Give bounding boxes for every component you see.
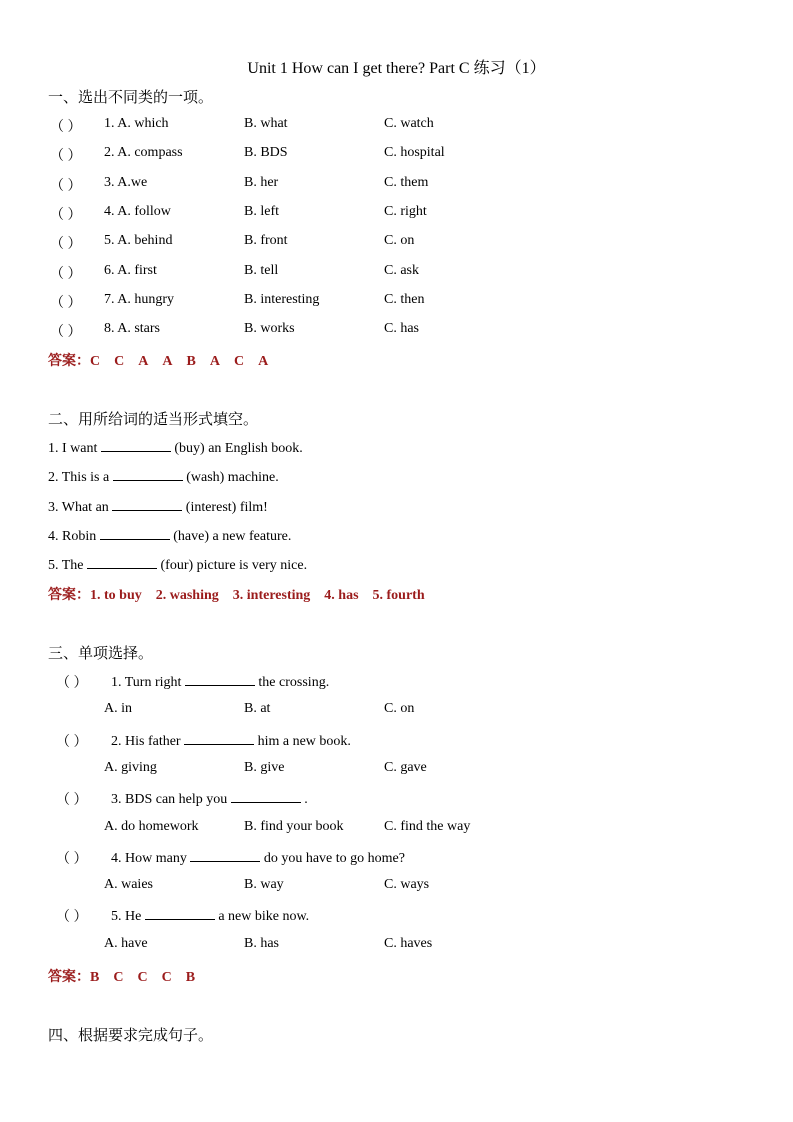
answer-item: B xyxy=(185,970,196,985)
option-c: C. ask xyxy=(384,262,419,278)
option-a: 8. A. stars xyxy=(104,321,160,337)
answer-item: 1. to buy xyxy=(90,588,142,603)
option-c: C. find the way xyxy=(384,818,471,834)
answer-label: 答案： xyxy=(48,353,90,369)
question-text xyxy=(111,731,351,750)
item-text: the crossing. xyxy=(254,675,330,690)
option-a: A. do homework xyxy=(104,818,199,834)
section4-heading: 四、根据要求完成句子。 xyxy=(48,1028,214,1044)
question-text xyxy=(111,848,405,867)
option-c: C. watch xyxy=(384,116,434,131)
option-b: B. works xyxy=(244,321,295,337)
option-b: B. BDS xyxy=(244,145,288,161)
answer-item: C xyxy=(137,970,148,985)
answer-label: 答案： xyxy=(48,587,90,603)
answer-item: B xyxy=(90,970,100,985)
answer-blank[interactable] xyxy=(101,438,171,452)
item-text: (wash) machine. xyxy=(182,470,279,486)
item-text: (four) picture is very nice. xyxy=(157,558,308,574)
item-text: 5. The xyxy=(48,558,88,574)
option-c: C. ways xyxy=(384,877,430,893)
item-text: do you have to go home? xyxy=(260,850,405,866)
section1-heading: 一、选出不同类的一项。 xyxy=(48,90,214,106)
answer-item: A xyxy=(258,354,269,369)
item-text: 4. Robin xyxy=(48,528,100,544)
section2-answer xyxy=(48,584,439,604)
item-text: 3. What an xyxy=(48,499,113,515)
answer-item: C xyxy=(161,970,172,985)
option-c: C. right xyxy=(384,203,427,219)
option-b: B. left xyxy=(244,203,279,219)
answer-item: 3. interesting xyxy=(232,588,311,603)
option-a: 7. A. hungry xyxy=(104,291,174,307)
answer-item: C xyxy=(113,970,124,985)
answer-item: A xyxy=(209,354,220,369)
answer-bracket[interactable]: （ ） xyxy=(56,793,88,809)
answer-item: A xyxy=(162,354,173,369)
fill-in-item xyxy=(48,438,303,457)
option-c: C. on xyxy=(384,233,415,249)
option-c: C. on xyxy=(384,701,415,717)
question-text xyxy=(111,906,309,925)
answer-item: 5. fourth xyxy=(372,588,425,603)
item-text: 1. I want xyxy=(48,441,101,456)
answer-bracket[interactable]: （ ） xyxy=(56,734,88,750)
option-a: A. waies xyxy=(104,877,153,893)
answer-item: 2. washing xyxy=(155,588,219,603)
option-a: 1. A. which xyxy=(104,116,169,131)
answer-bracket[interactable]: （ ） xyxy=(50,266,82,282)
option-b: B. has xyxy=(244,935,279,951)
item-text: 3. BDS can help you xyxy=(111,792,231,808)
answer-item: B xyxy=(186,354,196,369)
answer-bracket[interactable]: （ ） xyxy=(56,851,88,867)
answer-blank[interactable] xyxy=(100,526,170,540)
option-c: C. them xyxy=(384,174,429,190)
item-text: (interest) film! xyxy=(182,499,268,515)
answer-item: C xyxy=(90,354,101,369)
section1-answer xyxy=(48,350,282,370)
item-text: 2. His father xyxy=(111,733,185,749)
option-b: B. way xyxy=(244,877,284,893)
answer-blank[interactable] xyxy=(113,467,183,481)
answer-blank[interactable] xyxy=(112,497,182,511)
section3-heading: 三、单项选择。 xyxy=(48,646,154,662)
option-b: B. what xyxy=(244,116,288,131)
answer-bracket[interactable]: （ ） xyxy=(50,149,82,165)
fill-in-item xyxy=(48,526,291,545)
question-text xyxy=(111,789,308,808)
option-a: A. giving xyxy=(104,759,157,775)
answer-item: C xyxy=(114,354,125,369)
answer-bracket[interactable]: （ ） xyxy=(50,120,82,135)
option-a: 3. A.we xyxy=(104,174,148,190)
option-c: C. then xyxy=(384,291,425,307)
item-text: 2. This is a xyxy=(48,470,113,486)
answer-bracket[interactable]: （ ） xyxy=(50,237,82,253)
option-b: B. give xyxy=(244,759,285,775)
option-b: B. tell xyxy=(244,262,279,278)
item-text: a new bike now. xyxy=(214,909,310,925)
answer-blank[interactable] xyxy=(185,672,255,686)
option-a: 5. A. behind xyxy=(104,233,173,249)
section2-heading: 二、用所给词的适当形式填空。 xyxy=(48,412,259,428)
option-b: B. her xyxy=(244,174,279,190)
answer-bracket[interactable]: （ ） xyxy=(56,676,88,691)
option-a: 2. A. compass xyxy=(104,145,183,161)
item-text: (have) a new feature. xyxy=(169,528,292,544)
option-b: B. find your book xyxy=(244,818,344,834)
answer-blank[interactable] xyxy=(145,906,215,920)
answer-blank[interactable] xyxy=(87,555,157,569)
answer-bracket[interactable]: （ ） xyxy=(50,207,82,223)
item-text: . xyxy=(300,792,308,808)
option-b: B. at xyxy=(244,701,271,717)
item-text: 1. Turn right xyxy=(111,675,185,690)
answer-label: 答案： xyxy=(48,969,90,985)
answer-item: C xyxy=(233,354,245,369)
answer-bracket[interactable]: （ ） xyxy=(56,910,88,926)
option-b: B. interesting xyxy=(244,291,320,307)
fill-in-item xyxy=(48,555,307,574)
fill-in-item xyxy=(48,467,279,486)
option-c: C. has xyxy=(384,321,419,337)
answer-blank[interactable] xyxy=(184,731,254,745)
answer-bracket[interactable]: （ ） xyxy=(50,295,82,311)
page-title: Unit 1 How can I get there? Part C 练习（1） xyxy=(247,60,546,77)
fill-in-item xyxy=(48,497,268,516)
section3-answer xyxy=(48,966,209,986)
option-b: B. front xyxy=(244,233,288,249)
answer-bracket[interactable]: （ ） xyxy=(50,325,82,341)
option-c: C. hospital xyxy=(384,145,445,161)
option-a: A. in xyxy=(104,701,132,717)
answer-item: A xyxy=(138,354,149,369)
option-a: 6. A. first xyxy=(104,262,157,278)
option-c: C. gave xyxy=(384,759,427,775)
answer-blank[interactable] xyxy=(231,789,301,803)
option-a: 4. A. follow xyxy=(104,203,171,219)
answer-bracket[interactable]: （ ） xyxy=(50,178,82,194)
item-text: 5. He xyxy=(111,909,145,925)
item-text: him a new book. xyxy=(254,733,351,749)
option-c: C. haves xyxy=(384,935,433,951)
answer-item: 4. has xyxy=(324,588,359,603)
item-text: 4. How many xyxy=(111,850,191,866)
answer-blank[interactable] xyxy=(190,848,260,862)
item-text: (buy) an English book. xyxy=(170,441,303,456)
question-text xyxy=(111,672,329,691)
option-a: A. have xyxy=(104,935,148,951)
